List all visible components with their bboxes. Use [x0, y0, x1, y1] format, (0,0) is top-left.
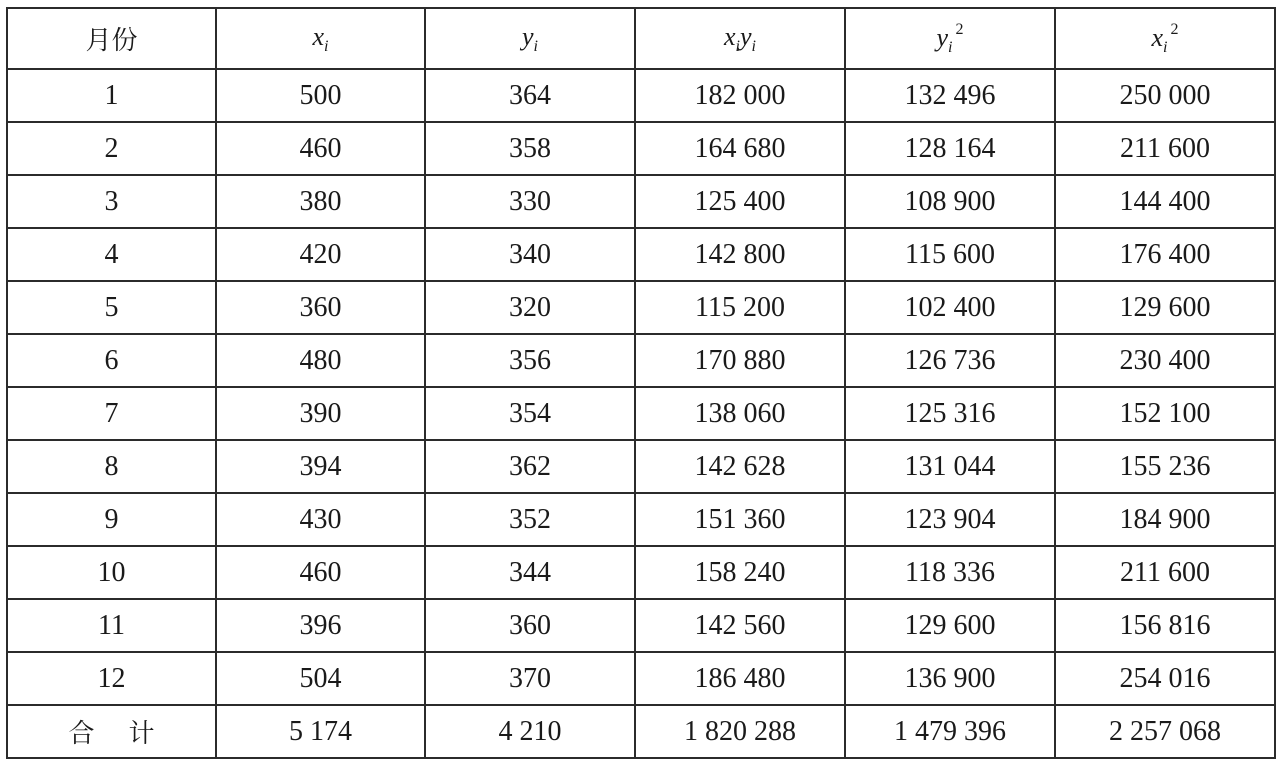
cell-xy: 182 000 — [635, 69, 845, 122]
header-month-label: 月份 — [85, 26, 138, 56]
cell-y: 330 — [425, 175, 635, 228]
total-y-squared: 1 479 396 — [845, 705, 1055, 758]
cell-x: 380 — [216, 175, 425, 228]
header-x-squared — [1055, 8, 1275, 69]
header-x-sub: i — [324, 38, 329, 55]
header-x2-sub: i — [1163, 38, 1168, 56]
cell-y: 362 — [425, 440, 635, 493]
header-month — [7, 8, 216, 69]
cell-y: 340 — [425, 228, 635, 281]
cell-y-squared: 125 316 — [845, 387, 1055, 440]
cell-x-squared: 156 816 — [1055, 599, 1275, 652]
total-label — [7, 705, 216, 758]
cell-x-squared: 152 100 — [1055, 387, 1275, 440]
header-y-squared — [845, 8, 1055, 69]
total-row — [7, 705, 1275, 758]
header-y-base: y — [522, 22, 534, 51]
header-x2-base: x — [1151, 22, 1164, 52]
cell-x-squared: 155 236 — [1055, 440, 1275, 493]
table-row — [7, 652, 1275, 705]
total-label-he: 合 — [68, 719, 95, 749]
cell-month: 10 — [7, 546, 216, 599]
cell-y-squared: 102 400 — [845, 281, 1055, 334]
cell-xy: 158 240 — [635, 546, 845, 599]
table-row — [7, 387, 1275, 440]
cell-x: 396 — [216, 599, 425, 652]
cell-y: 364 — [425, 69, 635, 122]
cell-x-squared: 230 400 — [1055, 334, 1275, 387]
cell-xy: 151 360 — [635, 493, 845, 546]
cell-y: 356 — [425, 334, 635, 387]
cell-x: 480 — [216, 334, 425, 387]
header-row — [7, 8, 1275, 69]
cell-xy: 164 680 — [635, 122, 845, 175]
cell-xy: 142 628 — [635, 440, 845, 493]
cell-y-squared: 115 600 — [845, 228, 1055, 281]
table-header — [7, 8, 1275, 69]
cell-month: 3 — [7, 175, 216, 228]
cell-x-squared: 176 400 — [1055, 228, 1275, 281]
table-footer — [7, 705, 1275, 758]
header-y2-sub: i — [948, 38, 953, 56]
header-y — [425, 8, 635, 69]
header-x2-sup: 2 — [1170, 20, 1179, 38]
total-y: 4 210 — [425, 705, 635, 758]
table-row — [7, 69, 1275, 122]
cell-xy: 142 560 — [635, 599, 845, 652]
cell-month: 11 — [7, 599, 216, 652]
cell-y: 370 — [425, 652, 635, 705]
cell-month: 8 — [7, 440, 216, 493]
table-row — [7, 599, 1275, 652]
cell-y-squared: 118 336 — [845, 546, 1055, 599]
cell-y: 360 — [425, 599, 635, 652]
header-xy-xsub: i — [735, 38, 740, 55]
cell-x: 460 — [216, 546, 425, 599]
cell-x-squared: 211 600 — [1055, 122, 1275, 175]
cell-x: 360 — [216, 281, 425, 334]
header-y2-sup: 2 — [955, 20, 964, 38]
cell-x-squared: 184 900 — [1055, 493, 1275, 546]
cell-y: 320 — [425, 281, 635, 334]
cell-x-squared: 129 600 — [1055, 281, 1275, 334]
table-body — [7, 69, 1275, 705]
header-xy-x: x — [724, 22, 736, 51]
cell-y: 352 — [425, 493, 635, 546]
cell-y-squared: 132 496 — [845, 69, 1055, 122]
total-x: 5 174 — [216, 705, 425, 758]
cell-month: 12 — [7, 652, 216, 705]
cell-y: 358 — [425, 122, 635, 175]
cell-x-squared: 254 016 — [1055, 652, 1275, 705]
cell-y-squared: 126 736 — [845, 334, 1055, 387]
cell-month: 5 — [7, 281, 216, 334]
cell-month: 7 — [7, 387, 216, 440]
table-row — [7, 546, 1275, 599]
cell-x: 390 — [216, 387, 425, 440]
cell-x-squared: 211 600 — [1055, 546, 1275, 599]
cell-xy: 125 400 — [635, 175, 845, 228]
total-x-squared: 2 257 068 — [1055, 705, 1275, 758]
table-row — [7, 440, 1275, 493]
cell-month: 1 — [7, 69, 216, 122]
header-x-base: x — [312, 22, 325, 51]
cell-xy: 170 880 — [635, 334, 845, 387]
cell-x-squared: 144 400 — [1055, 175, 1275, 228]
table-row — [7, 493, 1275, 546]
cell-xy: 142 800 — [635, 228, 845, 281]
cell-month: 2 — [7, 122, 216, 175]
total-label-ji: 计 — [128, 719, 155, 749]
cell-x-squared: 250 000 — [1055, 69, 1275, 122]
header-y2-base: y — [936, 22, 949, 52]
table-row — [7, 122, 1275, 175]
table-row — [7, 175, 1275, 228]
cell-y-squared: 128 164 — [845, 122, 1055, 175]
cell-month: 6 — [7, 334, 216, 387]
table-row — [7, 334, 1275, 387]
cell-y-squared: 136 900 — [845, 652, 1055, 705]
header-xy — [635, 8, 845, 69]
cell-x: 394 — [216, 440, 425, 493]
header-y-sub: i — [533, 38, 538, 55]
cell-y-squared: 108 900 — [845, 175, 1055, 228]
cell-x: 430 — [216, 493, 425, 546]
cell-month: 4 — [7, 228, 216, 281]
header-x — [216, 8, 425, 69]
total-xy: 1 820 288 — [635, 705, 845, 758]
header-xy-y: y — [740, 22, 752, 51]
cell-x: 500 — [216, 69, 425, 122]
cell-y-squared: 123 904 — [845, 493, 1055, 546]
data-table-container — [6, 7, 1274, 759]
table-row — [7, 228, 1275, 281]
cell-x: 460 — [216, 122, 425, 175]
cell-x: 504 — [216, 652, 425, 705]
cell-x: 420 — [216, 228, 425, 281]
cell-y-squared: 131 044 — [845, 440, 1055, 493]
cell-xy: 138 060 — [635, 387, 845, 440]
cell-xy: 186 480 — [635, 652, 845, 705]
cell-xy: 115 200 — [635, 281, 845, 334]
cell-y: 354 — [425, 387, 635, 440]
table-row — [7, 281, 1275, 334]
regression-data-table — [6, 7, 1276, 759]
header-xy-ysub: i — [751, 38, 756, 55]
cell-y-squared: 129 600 — [845, 599, 1055, 652]
cell-month: 9 — [7, 493, 216, 546]
cell-y: 344 — [425, 546, 635, 599]
